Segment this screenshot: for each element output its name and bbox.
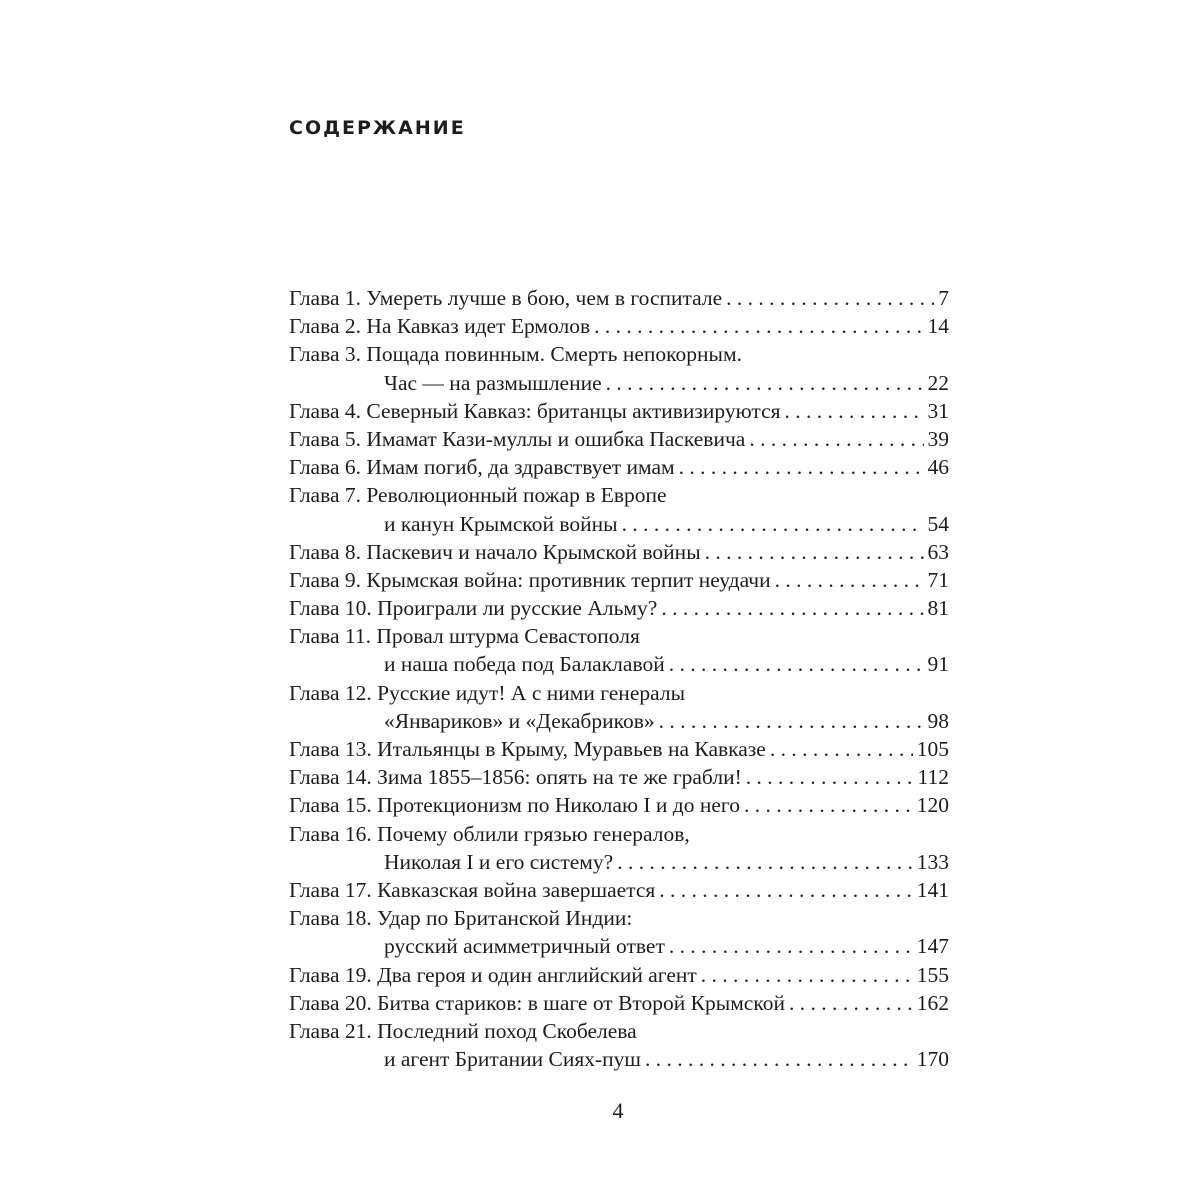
toc-entry-line [289, 820, 949, 848]
chapter-page-number: 31 [927, 398, 949, 423]
dot-leader [746, 763, 914, 791]
toc-entry [289, 904, 949, 960]
chapter-title: Провал штурма Севастополя [376, 624, 640, 649]
chapter-page-number: 105 [916, 737, 949, 761]
chapter-page-number: 54 [927, 511, 949, 536]
chapter-title: «Январиков» и «Декабриков» [384, 708, 655, 733]
toc-entry [289, 481, 949, 537]
chapter-label: Глава 12. [289, 680, 372, 705]
dot-leader [789, 989, 913, 1017]
table-of-contents [289, 284, 949, 1073]
toc-entry [289, 735, 949, 763]
chapter-title: и наша победа под Балаклавой [384, 652, 665, 677]
toc-entry [289, 622, 949, 678]
chapter-title: Кавказская война завершается [377, 877, 656, 902]
chapter-label: Глава 15. [289, 793, 372, 818]
dot-leader [606, 369, 924, 397]
chapter-label: Глава 14. [289, 765, 372, 790]
dot-leader [659, 876, 912, 904]
chapter-label: Глава 21. [289, 1018, 372, 1043]
toc-entry [289, 961, 949, 989]
toc-entry-line [289, 538, 949, 566]
chapter-title: Час — на размышление [384, 370, 602, 395]
toc-entry [289, 989, 949, 1017]
chapter-page-number: 91 [927, 652, 949, 677]
chapter-label: Глава 19. [289, 962, 372, 987]
dot-leader [659, 707, 924, 735]
dot-leader [701, 961, 913, 989]
toc-entry-continuation-line [289, 650, 949, 678]
chapter-label: Глава 3. [289, 342, 361, 367]
chapter-title: и агент Британии Сиях-пуш [384, 1047, 641, 1072]
chapter-title: и канун Крымской войны [384, 511, 618, 536]
chapter-page-number: 63 [927, 539, 949, 564]
toc-entry [289, 679, 949, 735]
dot-leader [705, 538, 924, 566]
chapter-title: Удар по Британской Индии: [377, 906, 633, 931]
chapter-label: Глава 17. [289, 877, 372, 902]
chapter-title: Русские идут! А с ними генералы [377, 680, 686, 705]
toc-entry [289, 425, 949, 453]
chapter-page-number: 120 [916, 793, 949, 818]
chapter-label: Глава 7. [289, 483, 361, 508]
chapter-title: Николая I и его систему? [384, 849, 614, 874]
chapter-title: Битва стариков: в шаге от Второй Крымской [377, 990, 785, 1015]
toc-entry [289, 312, 949, 340]
toc-entry-line [289, 397, 949, 425]
chapter-page-number: 71 [927, 567, 949, 592]
toc-entry-continuation-line [289, 707, 949, 735]
dot-leader [770, 735, 913, 763]
toc-entry-line [289, 1017, 949, 1045]
toc-entry [289, 1017, 949, 1073]
chapter-page-number: 147 [916, 934, 949, 959]
chapter-label: Глава 9. [289, 567, 361, 592]
dot-leader [744, 791, 913, 819]
chapter-label: Глава 6. [289, 455, 361, 480]
dot-leader [594, 312, 923, 340]
dot-leader [749, 425, 923, 453]
chapter-label: Глава 5. [289, 426, 361, 451]
chapter-label: Глава 4. [289, 398, 361, 423]
chapter-title: Итальянцы в Крыму, Муравьев на Кавказе [377, 737, 766, 761]
toc-entry-line [289, 735, 949, 763]
chapter-page-number: 22 [927, 370, 949, 395]
chapter-label: Глава 13. [289, 737, 372, 761]
toc-entry [289, 397, 949, 425]
dot-leader [679, 453, 924, 481]
chapter-page-number: 112 [917, 765, 949, 790]
chapter-title: русский асимметричный ответ [384, 934, 665, 959]
toc-entry [289, 820, 949, 876]
toc-entry-continuation-line [289, 848, 949, 876]
chapter-title: Крымская война: противник терпит неудачи [366, 567, 771, 592]
toc-entry-continuation-line [289, 510, 949, 538]
dot-leader [622, 510, 924, 538]
chapter-title: Имамат Кази-муллы и ошибка Паскевича [366, 426, 746, 451]
toc-entry-continuation-line [289, 1045, 949, 1073]
toc-entry-continuation-line [289, 932, 949, 960]
toc-entry-line [289, 453, 949, 481]
chapter-title: Паскевич и начало Крымской войны [366, 539, 701, 564]
chapter-title: Умереть лучше в бою, чем в госпитале [366, 286, 723, 310]
chapter-title: Последний поход Скобелева [377, 1018, 637, 1043]
dot-leader [785, 397, 924, 425]
toc-entry-line [289, 312, 949, 340]
toc-entry-line [289, 594, 949, 622]
toc-entry-line [289, 876, 949, 904]
chapter-page-number: 46 [927, 455, 949, 480]
dot-leader [669, 650, 924, 678]
chapter-title: Пощада повинным. Смерть непокорным. [366, 342, 742, 367]
toc-entry [289, 594, 949, 622]
chapter-label: Глава 20. [289, 990, 372, 1015]
toc-entry [289, 284, 949, 312]
chapter-title: Проиграли ли русские Альму? [377, 596, 658, 621]
toc-entry-line [289, 791, 949, 819]
page-number: 4 [612, 1098, 624, 1123]
toc-entry [289, 763, 949, 791]
chapter-page-number: 98 [927, 708, 949, 733]
chapter-page-number: 81 [927, 596, 949, 621]
dot-leader [661, 594, 923, 622]
chapter-page-number: 133 [916, 849, 949, 874]
toc-entry-line [289, 340, 949, 368]
chapter-page-number: 39 [927, 426, 949, 451]
toc-entry-line [289, 481, 949, 509]
chapter-title: На Кавказ идет Ермолов [366, 314, 591, 339]
chapter-label: Глава 16. [289, 821, 372, 846]
toc-entry-line [289, 679, 949, 707]
chapter-title: Имам погиб, да здравствует имам [366, 455, 675, 480]
chapter-title: Зима 1855–1856: опять на те же грабли! [377, 765, 742, 790]
chapter-label: Глава 10. [289, 596, 372, 621]
toc-entry-line [289, 989, 949, 1017]
toc-entry-line [289, 284, 949, 312]
dot-leader [775, 566, 924, 594]
toc-entry [289, 340, 949, 396]
toc-entry [289, 538, 949, 566]
dot-leader [726, 284, 934, 312]
toc-entry [289, 791, 949, 819]
chapter-title: Революционный пожар в Европе [366, 483, 667, 508]
dot-leader [617, 848, 913, 876]
chapter-label: Глава 2. [289, 314, 361, 339]
toc-entry-continuation-line [289, 369, 949, 397]
toc-entry-line [289, 961, 949, 989]
chapter-label: Глава 11. [289, 624, 371, 649]
toc-entry-line [289, 566, 949, 594]
chapter-title: Почему облили грязью генералов, [377, 821, 690, 846]
dot-leader [669, 932, 913, 960]
toc-entry-line [289, 622, 949, 650]
chapter-page-number: 155 [916, 962, 949, 987]
toc-entry-line [289, 425, 949, 453]
toc-entry-line [289, 763, 949, 791]
chapter-label: Глава 18. [289, 906, 372, 931]
chapter-page-number: 141 [916, 877, 949, 902]
chapter-label: Глава 1. [289, 286, 361, 310]
toc-entry [289, 876, 949, 904]
toc-entry-line [289, 904, 949, 932]
chapter-page-number: 14 [927, 314, 949, 339]
chapter-title: Северный Кавказ: британцы активизируются [366, 398, 781, 423]
chapter-page-number: 7 [938, 286, 949, 310]
chapter-label: Глава 8. [289, 539, 361, 564]
chapter-page-number: 170 [916, 1047, 949, 1072]
dot-leader [645, 1045, 913, 1073]
toc-entry [289, 566, 949, 594]
chapter-page-number: 162 [916, 990, 949, 1015]
toc-entry [289, 453, 949, 481]
chapter-title: Два героя и один английский агент [377, 962, 697, 987]
page-title: СОДЕРЖАНИЕ [289, 117, 466, 139]
chapter-title: Протекционизм по Николаю I и до него [377, 793, 740, 818]
